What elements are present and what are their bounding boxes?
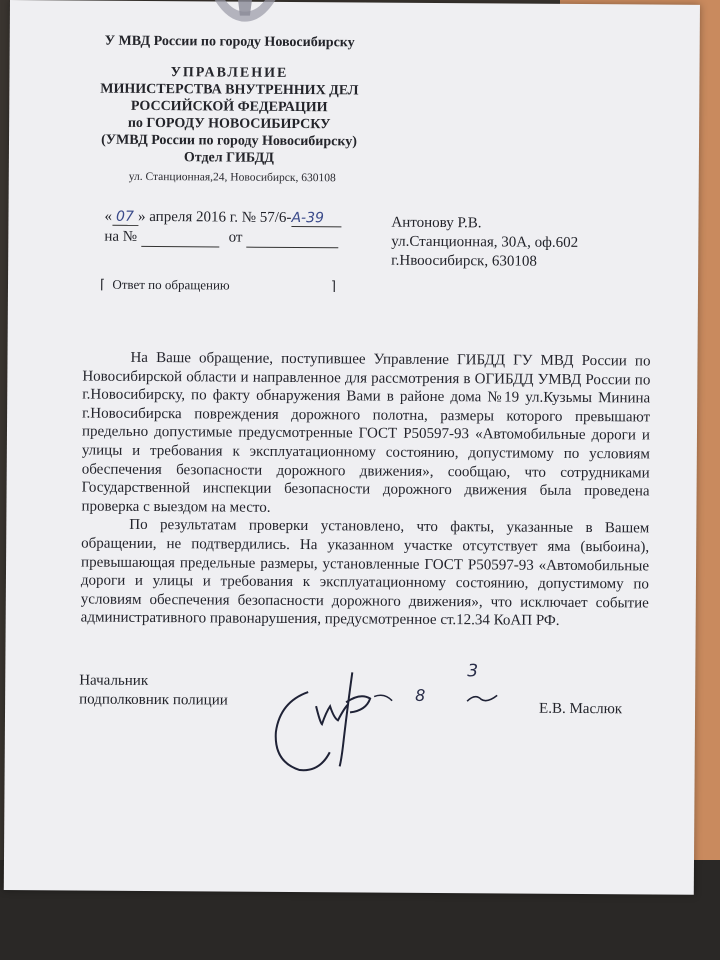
ref-day: 07 [112, 209, 138, 226]
emblem-icon [200, 0, 290, 28]
body-paragraph-1: На Ваше обращение, поступившее Управление ГИБДД ГУ МВД России по Новосибирской области и направленное для рассмотрения в ОГИБДД УМВД России по г.Новосибирску, по факту обнаружения Вами в районе дома №19 ул.Кузьмы Минина г.Новосибирска повреждения дорожного полотна, размеры которого превышают предельно допустимые предусмотренные ГОСТ Р50597-93 «Автомобильные дороги и улицы и требования к эксплуатационному состоянию, допустимому по условиям обеспечения безопасности дорожного движения», сообщаю, что сотрудниками Государственной инспекции безопасности дорожного движения была проведена проверка с выездом на место. [81, 349, 651, 516]
signer-title-1: Начальник [79, 672, 149, 689]
hand-mark-1: 8 [415, 685, 426, 705]
ref-date-line: « 07 » апреля 2016 г. № 57/6-А-39 [104, 209, 341, 228]
header-org-line-2: МИНИСТЕРСТВА ВНУТРЕННИХ ДЕЛ [100, 81, 359, 99]
header-org-line-5: (УМВД России по городу Новосибирску) [101, 132, 357, 150]
header-org-line-1: УПРАВЛЕНИЕ [170, 65, 289, 81]
ref-ot-label: от [228, 229, 243, 246]
hand-dash-icon [463, 689, 503, 709]
letter-sheet [4, 0, 700, 895]
recipient-name: Антонову Р.В. [391, 214, 482, 232]
ref-number-hand: А-39 [291, 210, 341, 227]
body-paragraph-2: По результатам проверки установлено, что факты, указанные в Вашем обращении, не подтвердились. На указанном участке отсутствует яма (выбоина), превышающая предельные размеры, установленные ГОСТ Р50597-93 «Автомобильные дороги и улицы и требования к эксплуатационному состоянию, допустимому по условиям обеспечения безопасности дорожного движения», что исключает событие административного правонарушения, предусмотренное ст.12.34 КоАП РФ. [80, 517, 650, 630]
signer-title-2: подполковник полиции [79, 691, 228, 709]
subject-line [100, 277, 336, 295]
header-address: ул. Станционная,24, Новосибирск, 630108 [128, 170, 336, 185]
letter-body [81, 349, 651, 632]
header-top-line: У МВД России по городу Новосибирску [104, 33, 355, 51]
recipient-street: ул.Станционная, 30А, оф.602 [391, 233, 579, 251]
bracket-right-icon: ⌉ [330, 278, 337, 294]
header-org-line-3: РОССИЙСКОЙ ФЕДЕРАЦИИ [130, 98, 328, 116]
recipient-city: г.Нвоосибирск, 630108 [391, 252, 537, 270]
ref-month-year: апреля 2016 г. [149, 208, 239, 226]
signature-scribble [260, 662, 401, 783]
header-org-line-6: Отдел ГИБДД [183, 150, 274, 166]
ref-na-label: на № [104, 228, 138, 245]
ref-na-line [104, 229, 338, 249]
signer-name: Е.В. Маслюк [539, 700, 623, 718]
header-org-line-4: по ГОРОДУ НОВОСИБИРСКУ [127, 115, 331, 133]
ref-number-prefix: № 57/6- [241, 209, 292, 226]
bracket-left-icon: ⌈ [99, 276, 106, 292]
hand-mark-2: 3 [467, 661, 479, 682]
subject-text: Ответ по обращению [112, 276, 230, 293]
